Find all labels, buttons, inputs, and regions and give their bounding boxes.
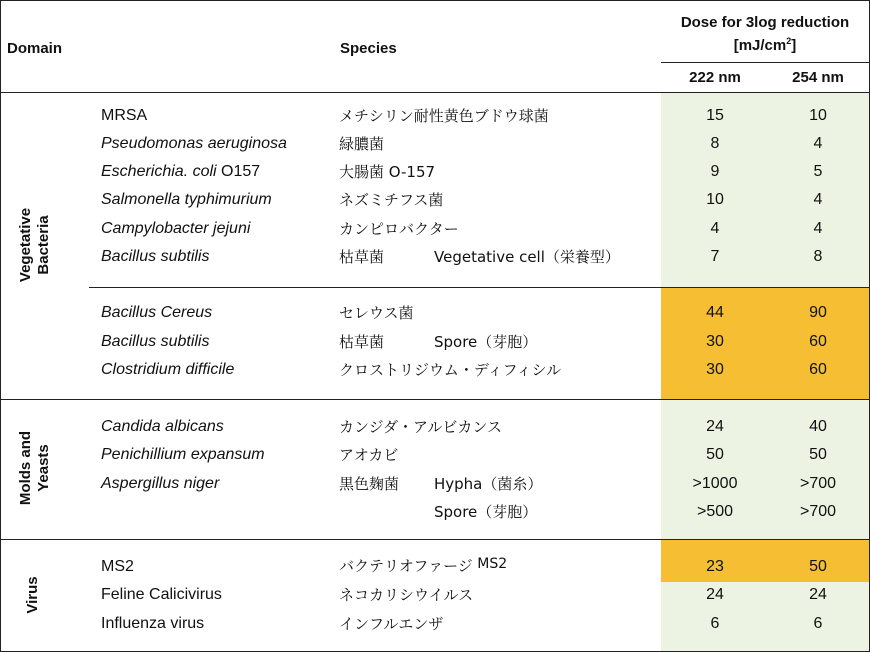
header-222nm: 222 nm [689, 69, 741, 86]
row-note: Spore（芽胞） [434, 503, 538, 521]
value-222: 4 [710, 220, 720, 237]
row-japanese-name: アオカビ [339, 446, 399, 464]
row-name: Bacillus subtilis [101, 248, 210, 265]
value-254: >700 [799, 475, 837, 492]
row-name: Campylobacter jejuni [101, 220, 251, 237]
row-name: Feline Calicivirus [101, 586, 222, 603]
value-254: 6 [813, 615, 823, 632]
value-254: 50 [809, 446, 827, 463]
rule-virus-top [1, 539, 869, 540]
row-name: Salmonella typhimurium [101, 191, 272, 208]
header-dose-title: Dose for 3log reduction [680, 14, 850, 31]
value-222: 50 [706, 446, 724, 463]
value-254: 4 [813, 220, 823, 237]
row-name: Aspergillus niger [101, 475, 220, 492]
value-254: 5 [813, 163, 823, 180]
value-222: 23 [706, 558, 724, 575]
row-name: Penichillium expansum [101, 446, 265, 463]
row-name: Escherichia. coli O157 [101, 163, 261, 180]
value-222: 6 [710, 615, 720, 632]
row-name: Candida albicans [101, 418, 224, 435]
value-254: >700 [799, 503, 837, 520]
row-japanese-name: 枯草菌 [339, 333, 385, 351]
row-japanese-name: ネズミチフス菌 [339, 191, 444, 209]
value-254: 40 [809, 418, 827, 435]
value-222: 7 [710, 248, 720, 265]
value-254: 60 [809, 333, 827, 350]
header-species: Species [340, 40, 397, 57]
value-222: 15 [706, 107, 724, 124]
row-note: Vegetative cell（栄養型） [434, 248, 620, 266]
rule-header-bottom [1, 92, 869, 93]
row-japanese-name: ネコカリシウイルス [339, 586, 474, 604]
value-254: 10 [809, 107, 827, 124]
row-japanese-name: セレウス菌 [339, 304, 414, 322]
row-name: Influenza virus [101, 615, 205, 632]
row-name: Pseudomonas aeruginosa [101, 135, 287, 152]
row-japanese-name: 緑膿菌 [339, 135, 385, 153]
value-254: 4 [813, 191, 823, 208]
row-japanese-name: 大腸菌 O-157 [339, 163, 436, 181]
group-label-vegetative-bacteria: Vegetative Bacteria [17, 207, 52, 283]
row-name: Bacillus subtilis [101, 333, 210, 350]
header-254nm: 254 nm [792, 69, 844, 86]
row-name: MRSA [101, 107, 148, 124]
value-222: 24 [706, 418, 724, 435]
row-japanese-name: 黒色麹菌 [339, 475, 400, 493]
value-222: 24 [706, 586, 724, 603]
row-japanese-name: インフルエンザ [339, 615, 444, 633]
row-japanese-name: 枯草菌 [339, 248, 385, 266]
value-222: 30 [706, 333, 724, 350]
value-254: 50 [809, 558, 827, 575]
row-japanese-name: カンピロバクター [339, 220, 459, 238]
rule-header-mid [661, 62, 869, 63]
value-222: >1000 [692, 475, 738, 492]
value-254: 60 [809, 361, 827, 378]
row-note: Hypha（菌糸） [434, 475, 543, 493]
rule-vegetative-split [89, 287, 869, 288]
row-note: Spore（芽胞） [434, 333, 538, 351]
value-222: 10 [706, 191, 724, 208]
value-222: 9 [710, 163, 720, 180]
header-domain: Domain [7, 40, 63, 57]
row-name: Bacillus Cereus [101, 304, 213, 321]
group-label-virus: Virus [24, 576, 41, 614]
group-label-molds-yeasts: Molds and Yeasts [17, 430, 52, 506]
value-254: 8 [813, 248, 823, 265]
rule-molds-top [1, 399, 869, 400]
row-name: Clostridium difficile [101, 361, 235, 378]
value-254: 90 [809, 304, 827, 321]
header-dose-unit: $[mJ/cm^2]$ [733, 36, 797, 54]
value-254: 4 [813, 135, 823, 152]
value-222: 8 [710, 135, 720, 152]
row-japanese-name: カンジダ・アルビカンス [339, 418, 502, 436]
value-222: 30 [706, 361, 724, 378]
row-japanese-name: クロストリジウム・ディフィシル [339, 361, 562, 379]
value-222: 44 [706, 304, 724, 321]
row-japanese-name: バクテリオファージ MS2 [339, 556, 508, 575]
row-japanese-name: メチシリン耐性黄色ブドウ球菌 [339, 107, 549, 125]
row-name: MS2 [101, 558, 134, 575]
value-222: >500 [696, 503, 734, 520]
value-254: 24 [809, 586, 827, 603]
